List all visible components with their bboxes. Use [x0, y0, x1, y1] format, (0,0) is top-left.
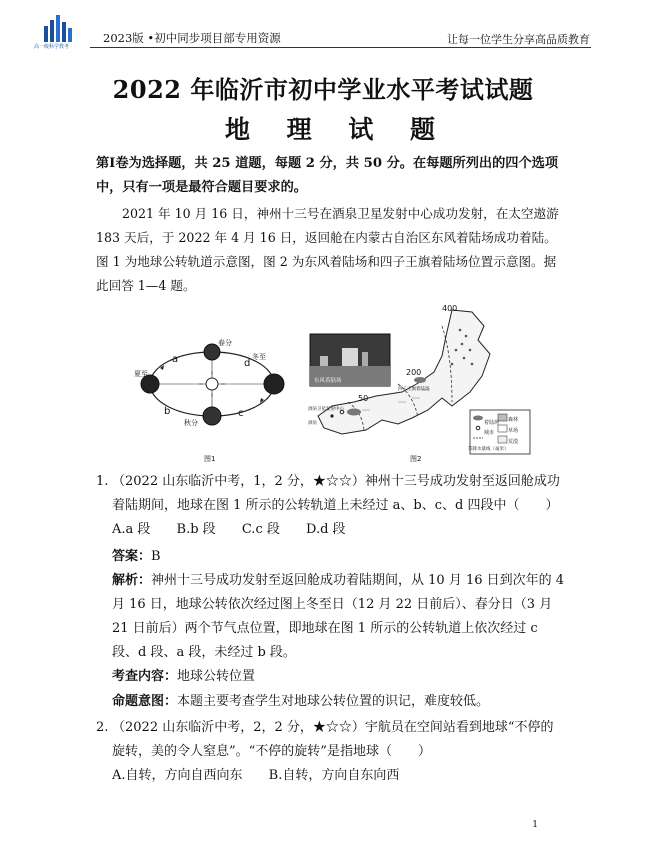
header-divider	[90, 47, 591, 48]
question-2	[96, 716, 566, 788]
option-a: A.a 段	[112, 522, 151, 537]
question-stem: （2022 山东临沂中考，2，2 分，★☆☆）宇航员在空间站看到地球“不停的旋转，美的令人窒息”。“不停的旋转”是指地球（ ）	[112, 720, 554, 759]
section-instructions: 第Ⅰ卷为选择题，共 25 道题，每题 2 分，共 50 分。在每题所列出的四个选项中，只有一项是最符合题目要求的。	[96, 156, 559, 195]
answer	[112, 545, 566, 569]
question-options	[112, 764, 566, 788]
fig2-legend-grass: 草场	[508, 428, 519, 434]
fig1-label-a: a	[172, 354, 179, 365]
option-c: C.c 段	[241, 522, 280, 537]
content-text: 地球公转位置	[177, 669, 256, 684]
content-label: 考查内容：	[112, 669, 178, 684]
fig2-legend-landing: 着陆场	[484, 420, 500, 426]
question-stem: （2022 山东临沂中考，1，2 分，★☆☆）神州十三号成功发射至返回舱成功着陆期间，地球在图 1 所示的公转轨道上未经过 a、b、c、d 四段中（ ）	[112, 474, 560, 513]
fig2-contour-200: 200	[406, 368, 422, 377]
fig2-place-siziwang: 四子王旗着陆场	[398, 387, 430, 392]
fig2-legend-desert: 荒漠	[508, 439, 519, 445]
answer-label: 答案：	[112, 549, 152, 564]
fig2-legend-isohyet: 等降水量线（毫米）	[468, 447, 509, 452]
figures-area	[132, 306, 532, 466]
fig2-legend-forest: 森林	[508, 417, 519, 423]
page-number: 1	[532, 820, 538, 830]
page-header	[0, 0, 646, 50]
fig1-label-d: d	[244, 358, 251, 369]
answer-value: B	[151, 549, 161, 564]
design-intent	[112, 690, 566, 714]
fig1-label-xiazhi: 夏至	[134, 370, 148, 378]
fig1-label-qiufen: 秋分	[184, 419, 198, 427]
intent-label: 命题意图：	[112, 694, 178, 709]
fig2-contour-400: 400	[442, 304, 458, 313]
content-point	[112, 665, 566, 689]
subject-title: 地 理 试 题	[224, 115, 450, 144]
fig2-photo-label: 东风着陆场	[314, 378, 342, 384]
fig2-caption: 图2	[410, 455, 422, 463]
question-1	[96, 470, 566, 542]
fig1-label-dongzhi: 冬至	[252, 353, 266, 361]
header-left-text: 2023版 •初中同步项目部专用资源	[103, 31, 281, 45]
option-a: A.自转，方向自西向东	[112, 768, 243, 783]
analysis-text: 神州十三号成功发射至返回舱成功着陆期间，从 10 月 16 日到次年的 4 月 16 日，地球公转依次经过图上冬至日（12 月 22 日前后）、春分日（3 月 21 日前后）两个节气点位置，即地球在图 1 所示的公转轨道上依次经过 c 段、d 段、a 段，未经过 b 段。	[112, 573, 565, 660]
option-b: B.自转，方向自东向西	[268, 768, 400, 783]
earth-orbit-figure	[132, 326, 292, 446]
option-d: D.d 段	[306, 522, 346, 537]
question-options	[112, 518, 566, 542]
logo-text: 高一级科学教考	[34, 44, 70, 50]
fig2-legend-city: 城市	[484, 430, 495, 436]
analysis	[112, 569, 566, 665]
question-number: 1.	[96, 474, 109, 489]
fig1-label-c: c	[238, 408, 244, 419]
fig1-caption: 图1	[204, 455, 216, 463]
question-passage: 2021 年 10 月 16 日，神州十三号在酒泉卫星发射中心成功发射，在太空遨游 183 天后，于 2022 年 4 月 16 日，返回舱在内蒙古自治区东风着陆场成功着陆。图 1 为地球公转轨道示意图，图 2 为东风着陆场和四子王旗着陆场位置示意图。据此回答 1—4 题。	[96, 206, 559, 293]
fig1-label-chunfen: 春分	[218, 339, 232, 347]
fig2-contour-50: 50	[358, 394, 369, 403]
intent-text: 本题主要考查学生对地球公转位置的识记，难度较低。	[177, 694, 490, 709]
header-right-text: 让每一位学生分享高品质教育	[447, 33, 590, 46]
fig1-label-b: b	[164, 406, 171, 417]
analysis-label: 解析：	[112, 573, 152, 588]
option-b: B.b 段	[176, 522, 216, 537]
question-number: 2.	[96, 720, 109, 735]
fig2-place-jiuquan: 酒泉	[308, 421, 317, 426]
exam-title: 2022 年临沂市初中学业水平考试试题	[112, 75, 534, 104]
fig2-place-launch: 酒泉卫星发射中心	[308, 407, 344, 412]
